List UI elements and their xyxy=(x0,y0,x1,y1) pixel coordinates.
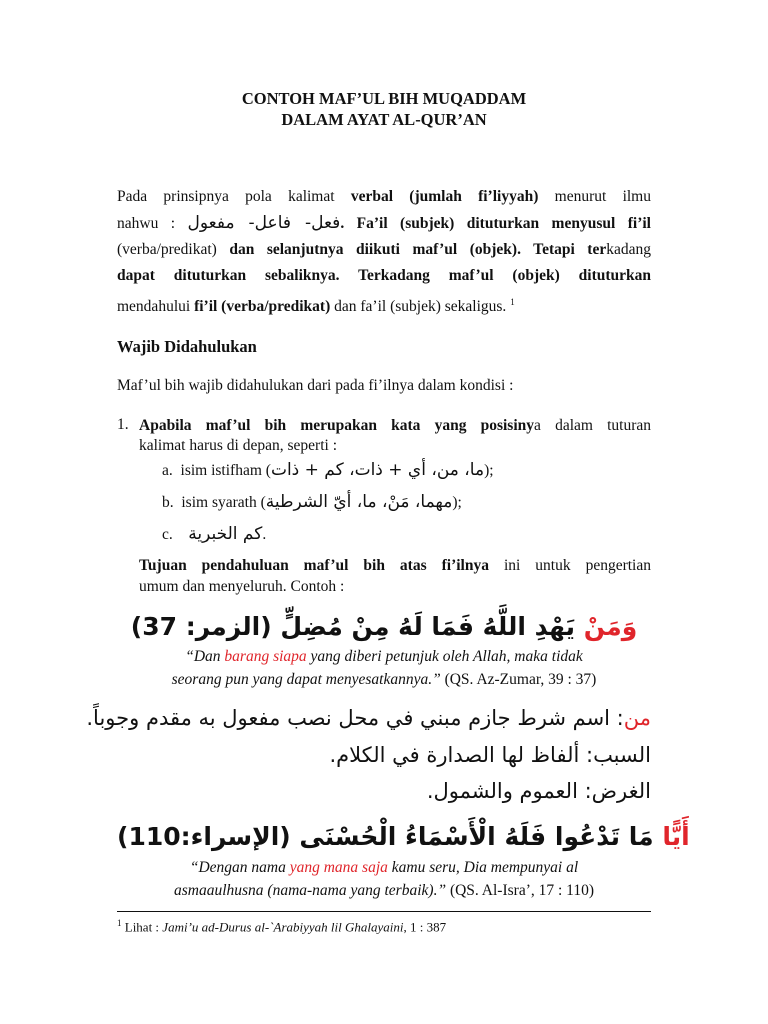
verse-2-arabic xyxy=(117,822,690,851)
analysis-text: : اسم شرط جازم مبني في محل نصب مفعول به مقدم وجوباً. xyxy=(86,706,624,730)
intro-line-5 xyxy=(117,289,651,320)
intro-bold-text: fi’il (verba/predikat) xyxy=(194,298,331,316)
footnote-divider xyxy=(117,911,651,912)
translation-highlight: yang mana saja xyxy=(289,859,388,876)
intro-text: Pada prinsipnya pola kalimat xyxy=(117,188,351,205)
purpose-line-2: umum dan menyeluruh. Contoh : xyxy=(139,578,345,595)
translation-highlight: barang siapa xyxy=(224,648,307,665)
item-end: ); xyxy=(452,494,462,511)
translation-text: “Dengan nama xyxy=(189,859,290,876)
item-arabic: كم الخبرية xyxy=(188,524,263,544)
verse-2-text: مَا تَدْعُوا فَلَهُ الْأَسْمَاءُ الْحُسْنَى (الإسراء:110) xyxy=(117,822,663,851)
list-item xyxy=(162,524,266,544)
translation-text: seorang pun yang dapat menyesatkannya.” xyxy=(171,671,441,688)
intro-line-1 xyxy=(117,184,651,210)
analysis-line-2: السبب: ألفاظ لها الصدارة في الكلام. xyxy=(329,743,651,767)
point-1-line-1 xyxy=(139,416,651,436)
verse-1-arabic xyxy=(131,612,637,641)
verse-reference: (QS. Az-Zumar, 39 : 37) xyxy=(440,671,597,688)
intro-text: menurut ilmu xyxy=(538,188,651,205)
intro-bold-text: . Fa’il (subjek) dituturkan menyusul fi’il xyxy=(340,215,651,232)
item-letter: c. xyxy=(162,526,173,543)
intro-paragraph xyxy=(117,184,651,320)
analysis-highlight: من xyxy=(623,706,651,730)
list-item xyxy=(162,460,494,480)
verse-2-translation xyxy=(117,856,651,902)
analysis-line-3: الغرض: العموم والشمول. xyxy=(426,779,651,803)
point-1-rest: a dalam tuturan xyxy=(534,417,651,434)
list-item xyxy=(162,492,462,512)
document-title-line-2: DALAM AYAT AL-QUR’AN xyxy=(281,110,487,129)
footnote-text: Lihat : xyxy=(121,919,163,935)
quran-verse-2 xyxy=(117,822,690,851)
item-letter: a. xyxy=(162,462,173,479)
verse-1-translation xyxy=(117,645,651,691)
intro-line-3 xyxy=(117,237,651,263)
translation-line xyxy=(117,645,651,668)
purpose-line-1 xyxy=(139,555,651,576)
item-label: isim istifham ( xyxy=(180,462,271,479)
purpose-bold: Tujuan pendahuluan maf’ul bih atas fi’ilnya xyxy=(139,557,489,574)
point-1-line-2: kalimat harus di depan, seperti : xyxy=(139,437,337,454)
intro-arabic-pattern: فعل- فاعل- مفعول xyxy=(187,213,341,233)
footnote-ref[interactable]: 1 xyxy=(510,297,515,307)
item-letter: b. xyxy=(162,494,174,511)
intro-text: dan fa’il (subjek) sekaligus. xyxy=(330,298,507,316)
translation-text: asmaaulhusna (nama-nama yang terbaik).” xyxy=(173,882,447,899)
verse-1-highlight: وَمَنْ xyxy=(583,612,638,641)
purpose-rest: ini untuk pengertian xyxy=(488,557,651,574)
verse-reference: (QS. Al-Isra’, 17 : 110) xyxy=(446,882,595,899)
footnote-text: , 1 : 387 xyxy=(403,919,447,935)
point-1-text xyxy=(139,416,651,456)
item-arabic: ما، من، أي + ذات، كم + ذات xyxy=(270,460,485,480)
translation-line xyxy=(117,879,651,902)
item-end: ); xyxy=(484,462,494,479)
translation-line xyxy=(117,668,651,691)
verse-2-highlight: أَيًّا xyxy=(662,822,690,851)
intro-text: mendahului xyxy=(117,298,195,316)
intro-line-4: dapat dituturkan sebaliknya. Terkadang maf’ul (objek) dituturkan xyxy=(117,267,651,284)
item-end: . xyxy=(262,526,267,543)
section-heading: Wajib Didahulukan xyxy=(117,337,257,356)
list-number: 1. xyxy=(117,416,129,433)
intro-bold-term: verbal (jumlah fi’liyyah) xyxy=(350,188,539,205)
item-label: isim syarath ( xyxy=(181,494,266,511)
intro-bold-text: dan selanjutnya diikuti maf’ul (objek). Tetapi ter xyxy=(229,241,607,258)
purpose-paragraph xyxy=(139,555,651,597)
footnote-number: 1 xyxy=(117,918,122,928)
translation-text: kamu seru, Dia mempunyai al xyxy=(387,859,579,876)
footnote xyxy=(117,918,446,935)
translation-text: yang diberi petunjuk oleh Allah, maka tidak xyxy=(306,648,583,665)
intro-line-2 xyxy=(117,210,651,237)
analysis-line-1 xyxy=(86,706,651,730)
verse-1-text: يَهْدِ اللَّهُ فَمَا لَهُ مِنْ مُضِلٍّ (الزمر: 37) xyxy=(130,612,584,641)
item-arabic: مهما، مَنْ، ما، أيّ الشرطية xyxy=(265,492,453,512)
quran-verse-1 xyxy=(117,612,651,641)
point-1-bold: Apabila maf’ul bih merupakan kata yang posisiny xyxy=(139,417,535,434)
intro-text: nahwu : xyxy=(117,215,176,232)
intro-text: (verba/predikat) xyxy=(117,241,230,258)
intro-text: kadang xyxy=(606,241,651,258)
translation-line xyxy=(117,856,651,879)
translation-text: “Dan xyxy=(185,648,225,665)
section-intro: Maf’ul bih wajib didahulukan dari pada fi’ilnya dalam kondisi : xyxy=(117,377,514,394)
document-title-line-1: CONTOH MAF’UL BIH MUQADDAM xyxy=(241,89,527,108)
footnote-source: Jami’u ad-Durus al-`Arabiyyah lil Ghalayaini xyxy=(162,919,404,935)
